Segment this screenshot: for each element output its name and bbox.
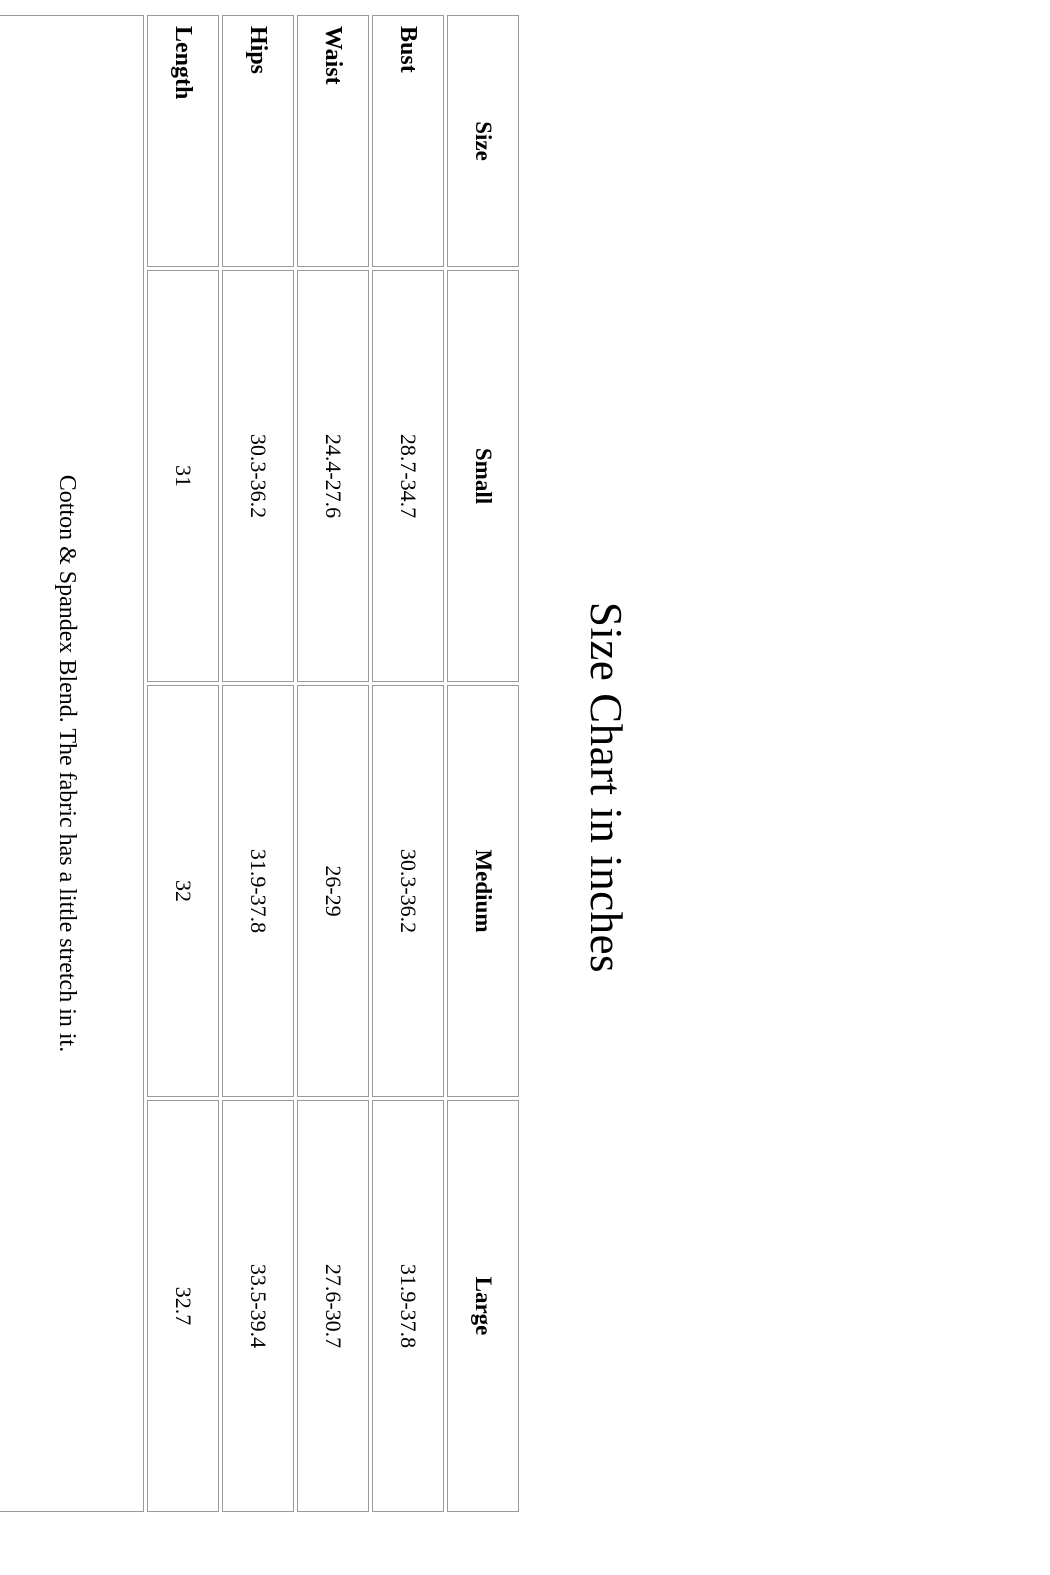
table-header-cell: Small <box>447 270 519 682</box>
table-cell: 27.6-30.7 <box>297 1100 369 1512</box>
table-cell: 32.7 <box>147 1100 219 1512</box>
fabric-note: Cotton & Spandex Blend. The fabric has a little stretch in it. <box>0 15 144 1512</box>
size-chart-table <box>0 12 522 1515</box>
table-header-cell: Large <box>447 1100 519 1512</box>
table-row <box>147 15 219 1512</box>
table-cell: 31.9-37.8 <box>222 685 294 1097</box>
table-cell: 32 <box>147 685 219 1097</box>
table-note-row <box>0 15 144 1512</box>
table-header-cell: Size <box>447 15 519 267</box>
table-cell: 24.4-27.6 <box>297 270 369 682</box>
table-cell: 26-29 <box>297 685 369 1097</box>
table-cell: 28.7-34.7 <box>372 270 444 682</box>
table-cell: 30.3-36.2 <box>222 270 294 682</box>
table-row-label: Bust <box>372 15 444 267</box>
table-cell: 31.9-37.8 <box>372 1100 444 1512</box>
table-header-cell: Medium <box>447 685 519 1097</box>
table-row <box>297 15 369 1512</box>
table-row-label: Length <box>147 15 219 267</box>
table-row <box>222 15 294 1512</box>
table-row-label: Hips <box>222 15 294 267</box>
table-row-label: Waist <box>297 15 369 267</box>
table-cell: 30.3-36.2 <box>372 685 444 1097</box>
table-row <box>372 15 444 1512</box>
table-header-row <box>447 15 519 1512</box>
table-cell: 31 <box>147 270 219 682</box>
table-cell: 33.5-39.4 <box>222 1100 294 1512</box>
size-chart-table-wrapper <box>0 12 522 1504</box>
page-title: Size Chart in inches <box>581 601 631 974</box>
